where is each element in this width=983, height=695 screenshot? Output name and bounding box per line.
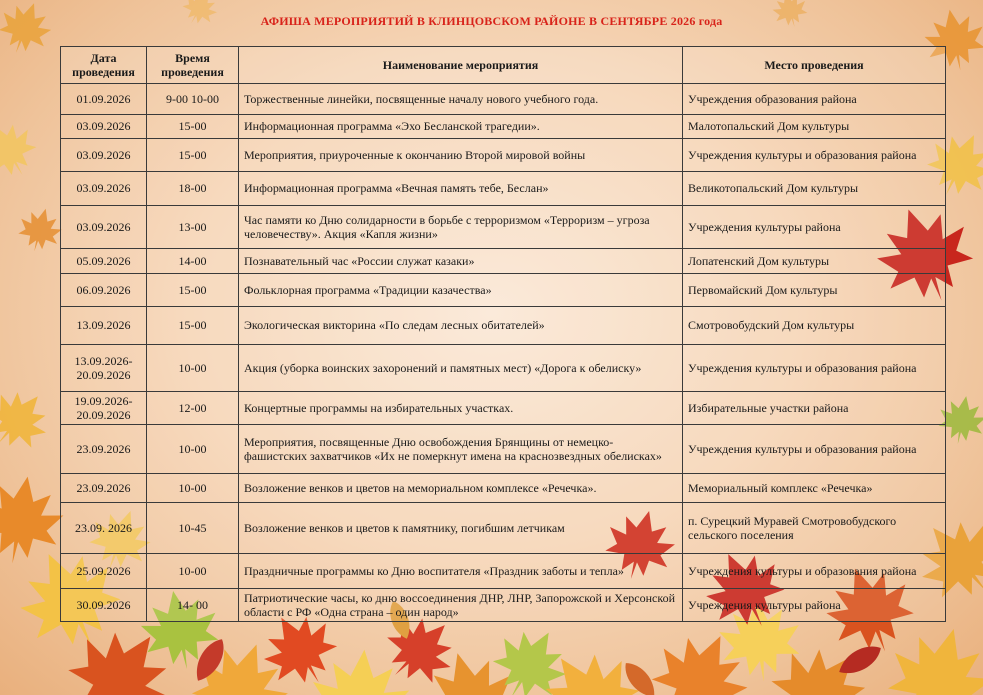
maple-leaf-icon [0, 378, 60, 463]
cell-time: 15-00 [147, 115, 239, 139]
cell-place: Учреждения культуры и образования района [683, 554, 946, 589]
cell-time: 10-45 [147, 503, 239, 554]
cell-date: 03.09.2026 [61, 172, 147, 206]
table-row [61, 172, 946, 206]
cell-event-name: Возложение венков и цветов на мемориальном комплексе «Речечка». [239, 474, 683, 503]
cell-time: 10-00 [147, 425, 239, 474]
cell-time: 15-00 [147, 274, 239, 307]
table-row [61, 392, 946, 425]
cell-event-name: Возложение венков и цветов к памятнику, погибшим летчикам [239, 503, 683, 554]
maple-leaf-icon [0, 112, 46, 189]
cell-event-name: Мероприятия, посвященные Дню освобождения Брянщины от немецко- фашистских захватчиков «Их не померкнут имена на краснозвездных обелисках» [239, 425, 683, 474]
cell-event-name: Торжественные линейки, посвященные началу нового учебного года. [239, 84, 683, 115]
cell-date: 05.09.2026 [61, 249, 147, 274]
cell-time: 12-00 [147, 392, 239, 425]
table-row [61, 307, 946, 345]
cell-place: Великотопальский Дом культуры [683, 172, 946, 206]
page-title: АФИША МЕРОПРИЯТИЙ В КЛИНЦОВСКОМ РАЙОНЕ В СЕНТЯБРЕ 2026 года [260, 14, 723, 28]
table-header-row [61, 47, 946, 84]
cell-time: 13-00 [147, 206, 239, 249]
cell-event-name: Экологическая викторина «По следам лесных обитателей» [239, 307, 683, 345]
cell-place: Учреждения культуры и образования района [683, 345, 946, 392]
cell-event-name: Познавательный час «России служат казаки» [239, 249, 683, 274]
table-row [61, 249, 946, 274]
cell-date: 25.09.2026 [61, 554, 147, 589]
cell-place: п. Сурецкий Муравей Смотровобудского сельского поселения [683, 503, 946, 554]
cell-time: 14- 00 [147, 589, 239, 622]
cell-place: Лопатенский Дом культуры [683, 249, 946, 274]
table-row [61, 84, 946, 115]
cell-event-name: Информационная программа «Вечная память тебе, Беслан» [239, 172, 683, 206]
cell-date: 23.09. 2026 [61, 503, 147, 554]
cell-date: 23.09.2026 [61, 474, 147, 503]
header-time: Время проведения [147, 47, 239, 84]
table-row [61, 503, 946, 554]
cell-place: Смотровобудский Дом культуры [683, 307, 946, 345]
cell-place: Учреждения культуры района [683, 589, 946, 622]
table-row [61, 345, 946, 392]
header-place: Место проведения [683, 47, 946, 84]
cell-date: 30.09.2026 [61, 589, 147, 622]
cell-event-name: Информационная программа «Эхо Бесланской трагедии». [239, 115, 683, 139]
cell-date: 03.09.2026 [61, 139, 147, 172]
cell-place: Учреждения культуры и образования района [683, 139, 946, 172]
table-row [61, 274, 946, 307]
cell-date: 19.09.2026- 20.09.2026 [61, 392, 147, 425]
cell-place: Учреждения культуры района [683, 206, 946, 249]
cell-date: 03.09.2026 [61, 206, 147, 249]
cell-event-name: Концертные программы на избирательных участках. [239, 392, 683, 425]
cell-event-name: Праздничные программы ко Дню воспитателя «Праздник заботы и тепла» [239, 554, 683, 589]
cell-time: 18-00 [147, 172, 239, 206]
cell-event-name: Патриотические часы, ко дню воссоединения ДНР, ЛНР, Запорожской и Херсонской области с РФ «Одна страна – один народ» [239, 589, 683, 622]
cell-place: Первомайский Дом культуры [683, 274, 946, 307]
events-table [60, 46, 946, 622]
cell-date: 13.09.2026- 20.09.2026 [61, 345, 147, 392]
cell-event-name: Мероприятия, приуроченные к окончанию Второй мировой войны [239, 139, 683, 172]
cell-date: 03.09.2026 [61, 115, 147, 139]
cell-event-name: Час памяти ко Дню солидарности в борьбе с терроризмом «Терроризм – угроза человечеству». Акция «Капля жизни» [239, 206, 683, 249]
cell-time: 10-00 [147, 554, 239, 589]
table-row [61, 474, 946, 503]
cell-date: 06.09.2026 [61, 274, 147, 307]
table-row [61, 554, 946, 589]
header-date: Дата проведения [61, 47, 147, 84]
cell-date: 01.09.2026 [61, 84, 147, 115]
cell-time: 10-00 [147, 345, 239, 392]
header-name: Наименование мероприятия [239, 47, 683, 84]
events-table-body [61, 84, 946, 622]
cell-place: Учреждения образования района [683, 84, 946, 115]
cell-place: Избирательные участки района [683, 392, 946, 425]
table-row [61, 589, 946, 622]
cell-place: Малотопальский Дом культуры [683, 115, 946, 139]
cell-event-name: Акция (уборка воинских захоронений и памятных мест) «Дорога к обелиску» [239, 345, 683, 392]
cell-time: 10-00 [147, 474, 239, 503]
cell-date: 23.09.2026 [61, 425, 147, 474]
maple-leaf-icon [14, 203, 66, 256]
cell-time: 14-00 [147, 249, 239, 274]
cell-time: 9-00 10-00 [147, 84, 239, 115]
table-row [61, 425, 946, 474]
table-row [61, 139, 946, 172]
table-row [61, 115, 946, 139]
cell-place: Мемориальный комплекс «Речечка» [683, 474, 946, 503]
cell-time: 15-00 [147, 307, 239, 345]
maple-leaf-icon [0, 0, 58, 61]
cell-event-name: Фольклорная программа «Традиции казачества» [239, 274, 683, 307]
cell-time: 15-00 [147, 139, 239, 172]
cell-date: 13.09.2026 [61, 307, 147, 345]
table-row [61, 206, 946, 249]
cell-place: Учреждения культуры и образования района [683, 425, 946, 474]
